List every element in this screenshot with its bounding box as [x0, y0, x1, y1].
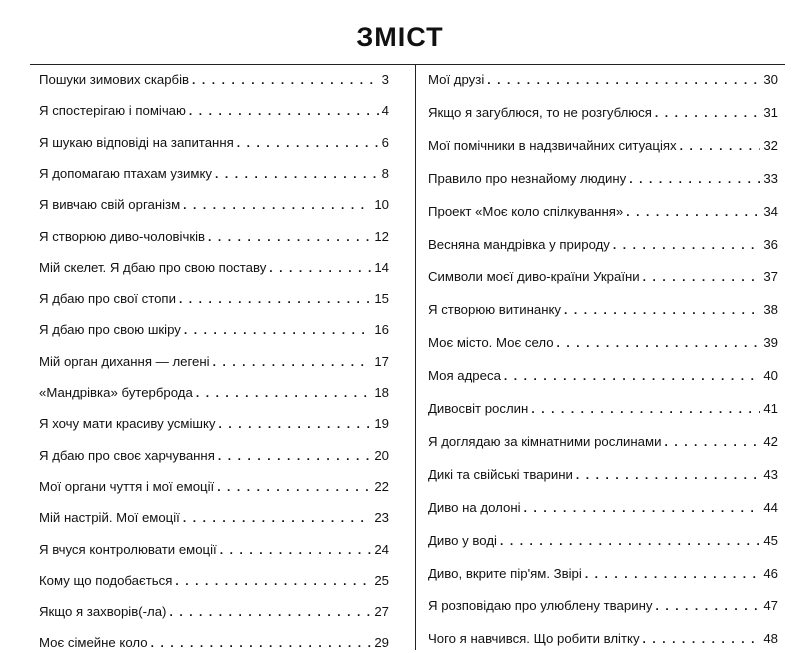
toc-entry-title: Диво у воді [428, 532, 497, 548]
dot-leader [183, 195, 371, 215]
dot-leader [179, 289, 371, 309]
dot-leader [208, 227, 371, 247]
toc-entry[interactable] [39, 195, 389, 215]
toc-entry-title: Я доглядаю за кімнатними рослинами [428, 433, 662, 449]
toc-entry-title: Я дбаю про свою шкіру [39, 322, 181, 338]
toc-entry-title: Моє місто. Моє село [428, 335, 554, 351]
toc-entry[interactable] [428, 498, 778, 518]
toc-entry[interactable] [428, 465, 778, 485]
toc-entry-title: Якщо я загублюся, то не розгублюся [428, 104, 652, 120]
dot-leader [218, 446, 371, 466]
dot-leader [524, 498, 761, 518]
toc-entry-title: «Мандрівка» бутерброда [39, 385, 193, 400]
toc-entry[interactable] [428, 596, 778, 616]
toc-entry-page-number: 44 [763, 499, 778, 515]
toc-entry-title: Якщо я захворів(-ла) [39, 604, 167, 620]
toc-entry[interactable] [428, 366, 778, 386]
toc-entry-page-number: 12 [374, 228, 389, 244]
toc-entry[interactable] [39, 227, 389, 247]
toc-entry-page-number: 15 [374, 291, 389, 307]
column-divider [415, 64, 416, 650]
toc-entry[interactable] [39, 258, 389, 278]
dot-leader [531, 399, 760, 419]
toc-entry-title: Моє сімейне коло [39, 635, 148, 651]
toc-entry-title: Чого я навчився. Що робити влітку [428, 631, 640, 647]
toc-entry-page-number: 20 [374, 447, 389, 463]
toc-entry-page-number: 4 [381, 103, 389, 119]
toc-entry[interactable] [428, 169, 778, 189]
toc-entry[interactable] [428, 564, 778, 584]
toc-entry-page-number: 10 [374, 197, 389, 213]
left-column-top-rule [30, 64, 415, 65]
toc-entry-title: Правило про незнайому людину [428, 170, 627, 186]
toc-entry[interactable] [39, 633, 389, 653]
dot-leader [655, 596, 760, 616]
toc-entry-page-number: 42 [763, 433, 778, 449]
toc-entry-page-number: 24 [374, 541, 389, 557]
toc-entry[interactable] [39, 164, 389, 184]
dot-leader [557, 333, 761, 353]
toc-entry-title: Мій скелет. Я дбаю про свою поставу [39, 259, 267, 275]
toc-entry-title: Диво, вкрите пір'ям. Звірі [428, 565, 582, 581]
toc-entry[interactable] [39, 133, 389, 153]
toc-entry-title: Я створюю витинанку [428, 302, 561, 318]
toc-entry-page-number: 37 [763, 269, 778, 285]
dot-leader [504, 366, 760, 386]
toc-entry-title: Мій настрій. Мої емоції [39, 510, 180, 526]
toc-entry-title: Я створюю диво-чоловічків [39, 228, 206, 244]
toc-entry-page-number: 39 [763, 335, 778, 351]
toc-entry-title: Проект «Моє коло спілкування» [428, 203, 624, 219]
toc-entry-page-number: 22 [374, 478, 389, 494]
toc-entry[interactable] [428, 432, 778, 452]
toc-entry[interactable] [39, 414, 389, 434]
toc-entry-title: Я спостерігаю і помічаю [39, 103, 186, 119]
dot-leader [220, 540, 372, 560]
toc-entry[interactable] [39, 289, 389, 309]
dot-leader [213, 352, 372, 372]
toc-entry[interactable] [39, 101, 389, 121]
toc-entry-title: Мої помічники в надзвичайних ситуаціях [428, 137, 677, 153]
dot-leader [184, 320, 371, 340]
toc-entry-title: Дивосвіт рослин [428, 401, 529, 416]
toc-entry-title: Дикі та свійські тварини [428, 466, 573, 482]
toc-entry-page-number: 16 [374, 322, 389, 338]
toc-entry-page-number: 32 [763, 137, 778, 153]
toc-entry-page-number: 29 [374, 635, 389, 651]
toc-entry-page-number: 14 [374, 259, 389, 275]
toc-entry-title: Мої органи чуття і мої емоції [39, 478, 215, 494]
toc-entry-page-number: 45 [763, 532, 778, 548]
toc-entry[interactable] [428, 70, 778, 90]
toc-entry-page-number: 23 [374, 510, 389, 526]
dot-leader [487, 70, 760, 90]
dot-leader [576, 465, 760, 485]
dot-leader [585, 564, 761, 584]
toc-entry-page-number: 19 [374, 416, 389, 432]
toc-entry[interactable] [428, 103, 778, 123]
toc-entry-page-number: 25 [374, 572, 389, 588]
toc-entry-title: Я хочу мати красиву усмішку [39, 416, 216, 432]
dot-leader [196, 383, 372, 403]
toc-entry-page-number: 33 [763, 170, 778, 186]
toc-entry-page-number: 41 [763, 401, 778, 416]
page-title: ЗМІСТ [356, 22, 444, 52]
toc-entry-title: Я дбаю про свої стопи [39, 291, 176, 307]
toc-entry-page-number: 36 [763, 236, 778, 252]
dot-leader [655, 103, 760, 123]
toc-entry-page-number: 47 [763, 598, 778, 614]
dot-leader [217, 477, 371, 497]
toc-entry[interactable] [39, 320, 389, 340]
toc-entry[interactable] [39, 477, 389, 497]
dot-leader [192, 70, 379, 90]
toc-entry-page-number: 27 [374, 604, 389, 620]
dot-leader [215, 164, 379, 184]
toc-entry[interactable] [39, 70, 389, 90]
right-column-top-rule [415, 64, 785, 65]
toc-entry-page-number: 40 [763, 368, 778, 384]
toc-entry[interactable] [428, 300, 778, 320]
toc-entry-title: Символи моєї диво-країни України [428, 269, 640, 285]
toc-entry-title: Пошуки зимових скарбів [39, 72, 190, 87]
toc-entry[interactable] [428, 202, 778, 222]
toc-entry-title: Я вивчаю свій організм [39, 197, 181, 213]
toc-entry[interactable] [39, 540, 389, 560]
dot-leader [500, 531, 760, 551]
toc-entry-page-number: 46 [763, 565, 778, 581]
toc-entry-title: Я дбаю про своє харчування [39, 447, 215, 463]
dot-leader [237, 133, 379, 153]
dot-leader [151, 633, 372, 653]
dot-leader [269, 258, 371, 278]
toc-entry-title: Мої друзі [428, 72, 485, 87]
toc-entry[interactable] [39, 571, 389, 591]
toc-entry[interactable] [428, 629, 778, 649]
toc-entry-title: Я вчуся контролювати емоції [39, 541, 217, 557]
dot-leader [643, 629, 761, 649]
toc-entry-page-number: 43 [763, 466, 778, 482]
toc-entry[interactable] [39, 352, 389, 372]
toc-entry[interactable] [39, 383, 389, 403]
toc-entry-page-number: 30 [763, 72, 778, 87]
dot-leader [613, 235, 760, 255]
toc-entry-title: Моя адреса [428, 368, 501, 384]
toc-entry[interactable] [39, 602, 389, 622]
toc-entry[interactable] [428, 333, 778, 353]
toc-entry-title: Я розповідаю про улюблену тварину [428, 598, 653, 614]
toc-entry-page-number: 48 [763, 631, 778, 647]
toc-entry-page-number: 8 [381, 165, 389, 181]
toc-entry[interactable] [39, 508, 389, 528]
dot-leader [626, 202, 760, 222]
toc-entry[interactable] [428, 235, 778, 255]
dot-leader [169, 602, 371, 622]
toc-entry-title: Мій орган дихання — легені [39, 353, 210, 369]
toc-entry-page-number: 18 [374, 385, 389, 400]
toc-entry[interactable] [428, 136, 778, 156]
dot-leader [643, 267, 761, 287]
toc-entry-page-number: 3 [381, 72, 389, 87]
dot-leader [189, 101, 379, 121]
toc-entry[interactable] [428, 399, 778, 419]
toc-entry[interactable] [428, 267, 778, 287]
dot-leader [175, 571, 371, 591]
toc-entry[interactable] [39, 446, 389, 466]
toc-entry-title: Кому що подобається [39, 572, 173, 588]
toc-entry-title: Весняна мандрівка у природу [428, 236, 610, 252]
toc-entry-title: Я допомагаю птахам узимку [39, 165, 212, 181]
dot-leader [664, 432, 760, 452]
toc-entry-title: Я шукаю відповіді на запитання [39, 134, 234, 150]
toc-entry-page-number: 6 [381, 134, 389, 150]
toc-entry-page-number: 17 [374, 353, 389, 369]
toc-entry-page-number: 38 [763, 302, 778, 318]
toc-entry-page-number: 34 [763, 203, 778, 219]
dot-leader [183, 508, 371, 528]
dot-leader [629, 169, 760, 189]
toc-entry-title: Диво на долоні [428, 499, 521, 515]
dot-leader [219, 414, 372, 434]
toc-entry[interactable] [428, 531, 778, 551]
dot-leader [680, 136, 761, 156]
toc-entry-page-number: 31 [763, 104, 778, 120]
dot-leader [564, 300, 760, 320]
